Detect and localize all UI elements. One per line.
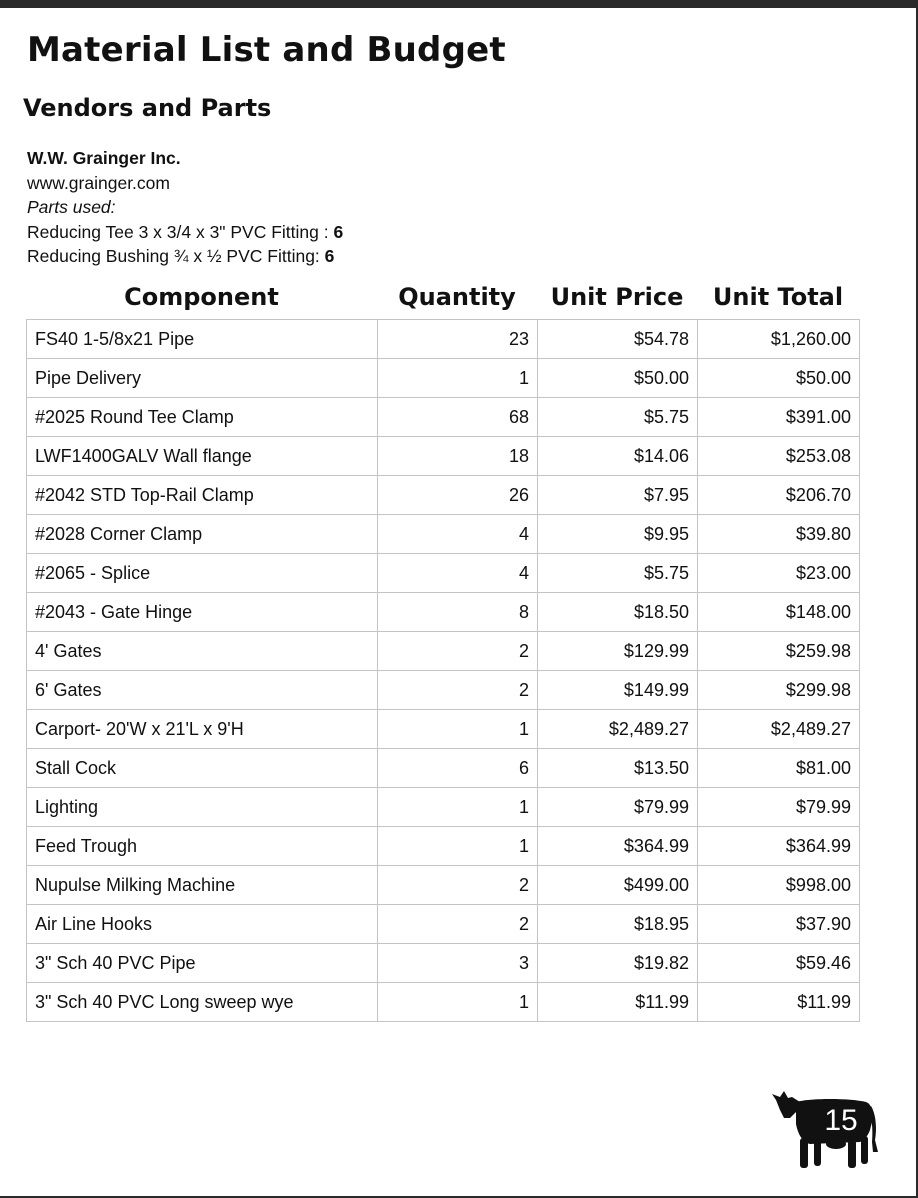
table-row [27,710,860,749]
unit-price-cell: $149.99 [538,671,698,710]
part-description: Reducing Tee 3 x 3/4 x 3" PVC Fitting : [27,221,334,242]
parts-table-body [27,320,860,1022]
unit-total-cell: $299.98 [698,671,860,710]
table-row [27,593,860,632]
component-cell: FS40 1-5/8x21 Pipe [27,320,378,359]
unit-total-cell: $81.00 [698,749,860,788]
vendor-part-line [27,244,343,269]
table-row [27,437,860,476]
component-cell: Nupulse Milking Machine [27,866,378,905]
unit-total-cell: $1,260.00 [698,320,860,359]
quantity-cell: 4 [378,515,538,554]
table-row [27,866,860,905]
unit-total-cell: $259.98 [698,632,860,671]
header-component: Component [124,283,279,311]
component-cell: 3" Sch 40 PVC Pipe [27,944,378,983]
quantity-cell: 6 [378,749,538,788]
part-quantity: 6 [324,246,335,267]
table-row [27,983,860,1022]
quantity-cell: 23 [378,320,538,359]
table-row [27,905,860,944]
component-cell: Carport- 20'W x 21'L x 9'H [27,710,378,749]
table-row [27,671,860,710]
unit-price-cell: $364.99 [538,827,698,866]
component-cell: Stall Cock [27,749,378,788]
vendor-part-line [27,220,343,245]
quantity-cell: 68 [378,398,538,437]
quantity-cell: 26 [378,476,538,515]
unit-price-cell: $2,489.27 [538,710,698,749]
unit-price-cell: $7.95 [538,476,698,515]
parts-used-label: Parts used: [27,197,116,218]
unit-price-cell: $13.50 [538,749,698,788]
parts-table [26,319,860,1022]
top-border [0,0,918,8]
component-cell: 4' Gates [27,632,378,671]
component-cell: #2042 STD Top-Rail Clamp [27,476,378,515]
vendor-info [27,146,343,269]
unit-price-cell: $9.95 [538,515,698,554]
quantity-cell: 3 [378,944,538,983]
quantity-cell: 18 [378,437,538,476]
section-title: Vendors and Parts [23,94,272,122]
component-cell: #2025 Round Tee Clamp [27,398,378,437]
unit-price-cell: $79.99 [538,788,698,827]
unit-price-cell: $50.00 [538,359,698,398]
table-row [27,749,860,788]
unit-price-cell: $18.95 [538,905,698,944]
part-quantity: 6 [333,221,344,242]
quantity-cell: 1 [378,827,538,866]
quantity-cell: 8 [378,593,538,632]
quantity-cell: 1 [378,710,538,749]
table-row [27,632,860,671]
unit-total-cell: $79.99 [698,788,860,827]
unit-price-cell: $5.75 [538,554,698,593]
table-row [27,359,860,398]
component-cell: Pipe Delivery [27,359,378,398]
quantity-cell: 2 [378,632,538,671]
component-cell: Air Line Hooks [27,905,378,944]
unit-price-cell: $18.50 [538,593,698,632]
unit-total-cell: $998.00 [698,866,860,905]
unit-price-cell: $499.00 [538,866,698,905]
unit-total-cell: $391.00 [698,398,860,437]
quantity-cell: 2 [378,866,538,905]
table-row [27,554,860,593]
component-cell: Lighting [27,788,378,827]
table-row [27,320,860,359]
unit-price-cell: $19.82 [538,944,698,983]
quantity-cell: 1 [378,788,538,827]
component-cell: #2028 Corner Clamp [27,515,378,554]
page-number: 15 [824,1104,858,1137]
unit-total-cell: $364.99 [698,827,860,866]
component-cell: #2043 - Gate Hinge [27,593,378,632]
table-row [27,827,860,866]
component-cell: 3" Sch 40 PVC Long sweep wye [27,983,378,1022]
unit-total-cell: $50.00 [698,359,860,398]
unit-total-cell: $206.70 [698,476,860,515]
unit-total-cell: $23.00 [698,554,860,593]
table-header-row [26,283,859,319]
header-unit-total: Unit Total [712,283,844,311]
unit-price-cell: $129.99 [538,632,698,671]
unit-price-cell: $14.06 [538,437,698,476]
component-cell: Feed Trough [27,827,378,866]
unit-price-cell: $54.78 [538,320,698,359]
quantity-cell: 1 [378,359,538,398]
table-row [27,398,860,437]
component-cell: LWF1400GALV Wall flange [27,437,378,476]
unit-total-cell: $59.46 [698,944,860,983]
quantity-cell: 2 [378,671,538,710]
vendor-website: www.grainger.com [27,172,170,193]
unit-total-cell: $11.99 [698,983,860,1022]
unit-total-cell: $253.08 [698,437,860,476]
component-cell: #2065 - Splice [27,554,378,593]
unit-total-cell: $37.90 [698,905,860,944]
header-quantity: Quantity [398,283,516,311]
quantity-cell: 2 [378,905,538,944]
quantity-cell: 4 [378,554,538,593]
component-cell: 6' Gates [27,671,378,710]
table-row [27,476,860,515]
unit-total-cell: $148.00 [698,593,860,632]
table-row [27,944,860,983]
unit-total-cell: $39.80 [698,515,860,554]
quantity-cell: 1 [378,983,538,1022]
table-row [27,788,860,827]
page-title: Material List and Budget [27,30,506,70]
header-unit-price: Unit Price [550,283,684,311]
unit-price-cell: $5.75 [538,398,698,437]
vendor-name: W.W. Grainger Inc. [27,148,181,168]
table-row [27,515,860,554]
unit-price-cell: $11.99 [538,983,698,1022]
part-description: Reducing Bushing ¾ x ½ PVC Fitting: [27,246,325,267]
unit-total-cell: $2,489.27 [698,710,860,749]
